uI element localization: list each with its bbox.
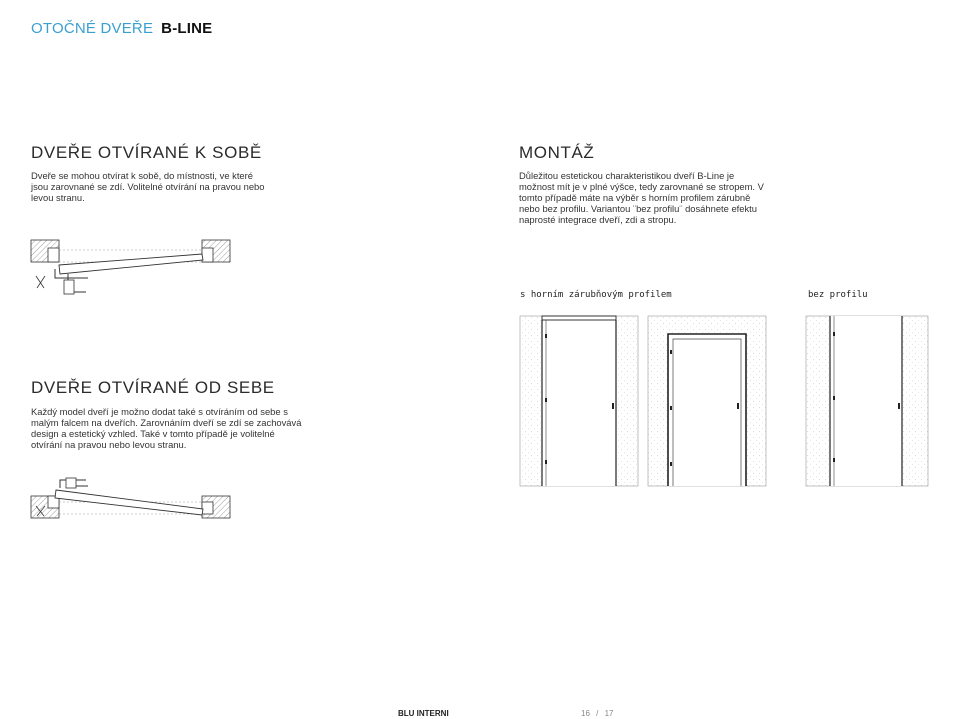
page-header xyxy=(31,20,212,37)
elevation-with-profile-2 xyxy=(648,316,766,486)
section-text-inward: Dveře se mohou otvírat k sobě, do místnosti, ve které jsou zarovnané se zdí. Volitelné otvírání na pravou nebo levou stranu. xyxy=(31,170,265,203)
door-plan-outward-diagram xyxy=(28,476,238,524)
footer-brand: BLU INTERNI xyxy=(398,709,449,718)
page-separator: / xyxy=(596,709,599,718)
section-text-montaz: Důležitou estetickou charakteristikou dveří B-Line je možnost mít je v plné výšce, tedy zarovnané se stropem. V tomto případě máte na výběr s horním profilem zárubně nebo bez profilu. Variantou ¨bez profilu¨ dosáhnete efektu naprosté integrace dveří, zdi a stropu. xyxy=(519,170,764,225)
section-title-outward: DVEŘE OTVÍRANÉ OD SEBE xyxy=(31,378,275,397)
page-current: 16 xyxy=(581,709,590,718)
section-text-outward: Každý model dveří je možno dodat také s otvíráním od sebe s malým falcem na dveřích. Zarovnáním dveří se zdí se zachovává design a estetický vzhled. Také v tomto případě je volitelné otvírání na pravou nebo levou stranu. xyxy=(31,406,302,450)
page-total: 17 xyxy=(604,709,614,718)
section-title-inward: DVEŘE OTVÍRANÉ K SOBĚ xyxy=(31,143,262,162)
section-title-montaz: MONTÁŽ xyxy=(519,143,595,162)
door-elevation-diagrams xyxy=(518,310,930,488)
footer xyxy=(398,709,449,718)
header-title-bold: B-LINE xyxy=(161,20,213,37)
elevation-with-profile-1 xyxy=(520,316,638,486)
elevation-without-profile xyxy=(806,316,928,486)
page-number xyxy=(577,709,614,718)
door-plan-inward-diagram xyxy=(28,236,238,300)
header-title-light: OTOČNÉ DVEŘE xyxy=(31,20,154,37)
caption-without-profile: bez profilu xyxy=(808,290,868,300)
caption-with-profile: s horním zárubňovým profilem xyxy=(520,290,672,300)
